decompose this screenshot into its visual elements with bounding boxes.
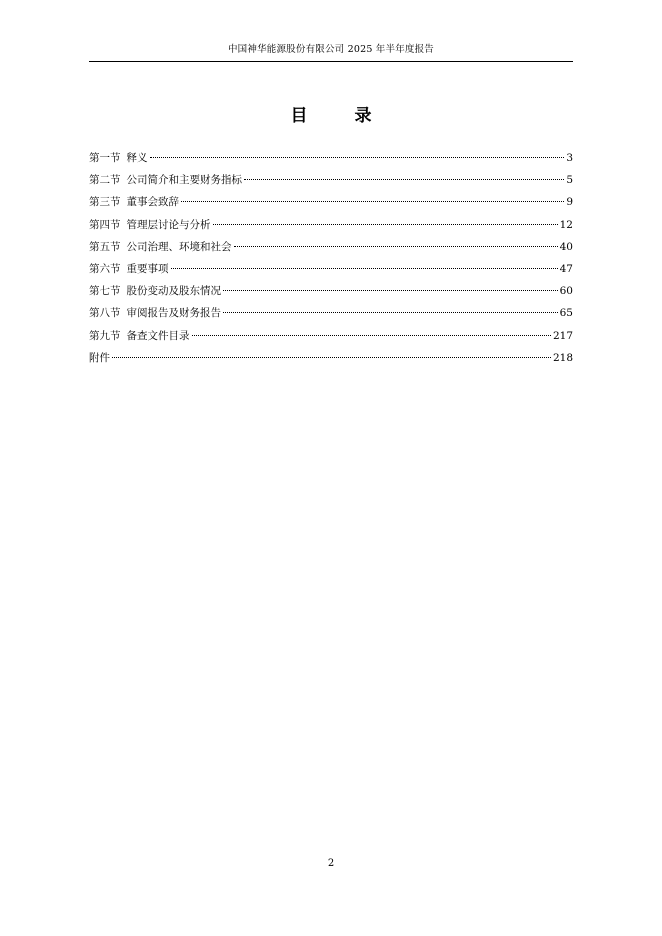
toc-leader-dots	[112, 357, 551, 358]
toc-section-title: 释义	[126, 152, 148, 164]
toc-section-title: 董事会致辞	[126, 196, 179, 209]
toc-entry-label	[89, 239, 232, 255]
toc-page-number: 47	[559, 262, 573, 275]
toc-page-number: 218	[552, 351, 573, 364]
toc-entry-9[interactable]	[89, 328, 573, 350]
toc-entry-label	[89, 305, 221, 321]
toc-page-number: 60	[559, 285, 573, 298]
toc-leader-dots	[223, 290, 558, 291]
toc-entry-label	[89, 350, 110, 366]
toc-entry-label	[89, 217, 211, 233]
toc-entry-4[interactable]	[89, 217, 573, 239]
toc-page-number: 3	[566, 152, 573, 164]
toc-page-number: 12	[559, 218, 573, 231]
toc-entry-label	[89, 194, 179, 210]
toc-section-number: 第四节	[89, 218, 121, 231]
toc-entry-7[interactable]	[89, 283, 573, 305]
toc-entry-attachments[interactable]	[89, 350, 573, 372]
toc-leader-dots	[181, 201, 564, 202]
toc-section-title: 管理层讨论与分析	[126, 218, 211, 231]
toc-leader-dots	[150, 157, 565, 158]
toc-section-number: 第八节	[89, 307, 121, 320]
toc-entry-3[interactable]	[89, 194, 573, 216]
toc-leader-dots	[234, 246, 558, 247]
toc-page-number: 9	[566, 196, 573, 209]
toc-section-number: 第九节	[89, 329, 121, 342]
toc-leader-dots	[192, 335, 551, 336]
toc-section-number: 第五节	[89, 240, 121, 253]
toc-section-number: 第二节	[89, 174, 121, 187]
toc-entry-2[interactable]	[89, 172, 573, 194]
toc-entry-5[interactable]	[89, 239, 573, 261]
toc-section-number: 第七节	[89, 285, 121, 298]
toc-page-number: 5	[566, 174, 573, 187]
toc-leader-dots	[244, 179, 564, 180]
toc-section-title: 附件	[89, 351, 110, 364]
running-header: 中国神华能源股份有限公司 2025 年半年度报告	[227, 44, 435, 55]
toc-section-number: 第三节	[89, 196, 121, 209]
page-title: 目 录	[290, 106, 387, 126]
toc-section-title: 股份变动及股东情况	[126, 285, 221, 298]
toc-section-number: 第一节	[89, 152, 121, 164]
toc-section-title: 备查文件目录	[126, 329, 190, 342]
toc-page-number: 217	[552, 329, 573, 342]
toc-entry-8[interactable]	[89, 305, 573, 327]
toc-entry-label	[89, 283, 221, 299]
toc-entry-label	[89, 172, 242, 188]
toc-section-title: 公司治理、环境和社会	[126, 240, 232, 253]
header-rule	[89, 61, 573, 62]
toc-leader-dots	[213, 224, 558, 225]
toc-entry-1[interactable]	[89, 150, 573, 172]
toc-leader-dots	[171, 268, 558, 269]
toc-entry-6[interactable]	[89, 261, 573, 283]
page-number-footer: 2	[327, 858, 335, 869]
toc-page-number: 65	[559, 307, 573, 320]
toc-entry-label	[89, 261, 169, 277]
toc-section-number: 第六节	[89, 262, 121, 275]
toc-entry-label	[89, 150, 148, 166]
toc-page-number: 40	[559, 240, 573, 253]
toc-section-title: 公司简介和主要财务指标	[126, 174, 242, 187]
toc-section-title: 重要事项	[126, 262, 169, 275]
toc-leader-dots	[223, 312, 558, 313]
toc-section-title: 审阅报告及财务报告	[126, 307, 221, 320]
table-of-contents	[89, 150, 573, 372]
toc-entry-label	[89, 328, 190, 344]
